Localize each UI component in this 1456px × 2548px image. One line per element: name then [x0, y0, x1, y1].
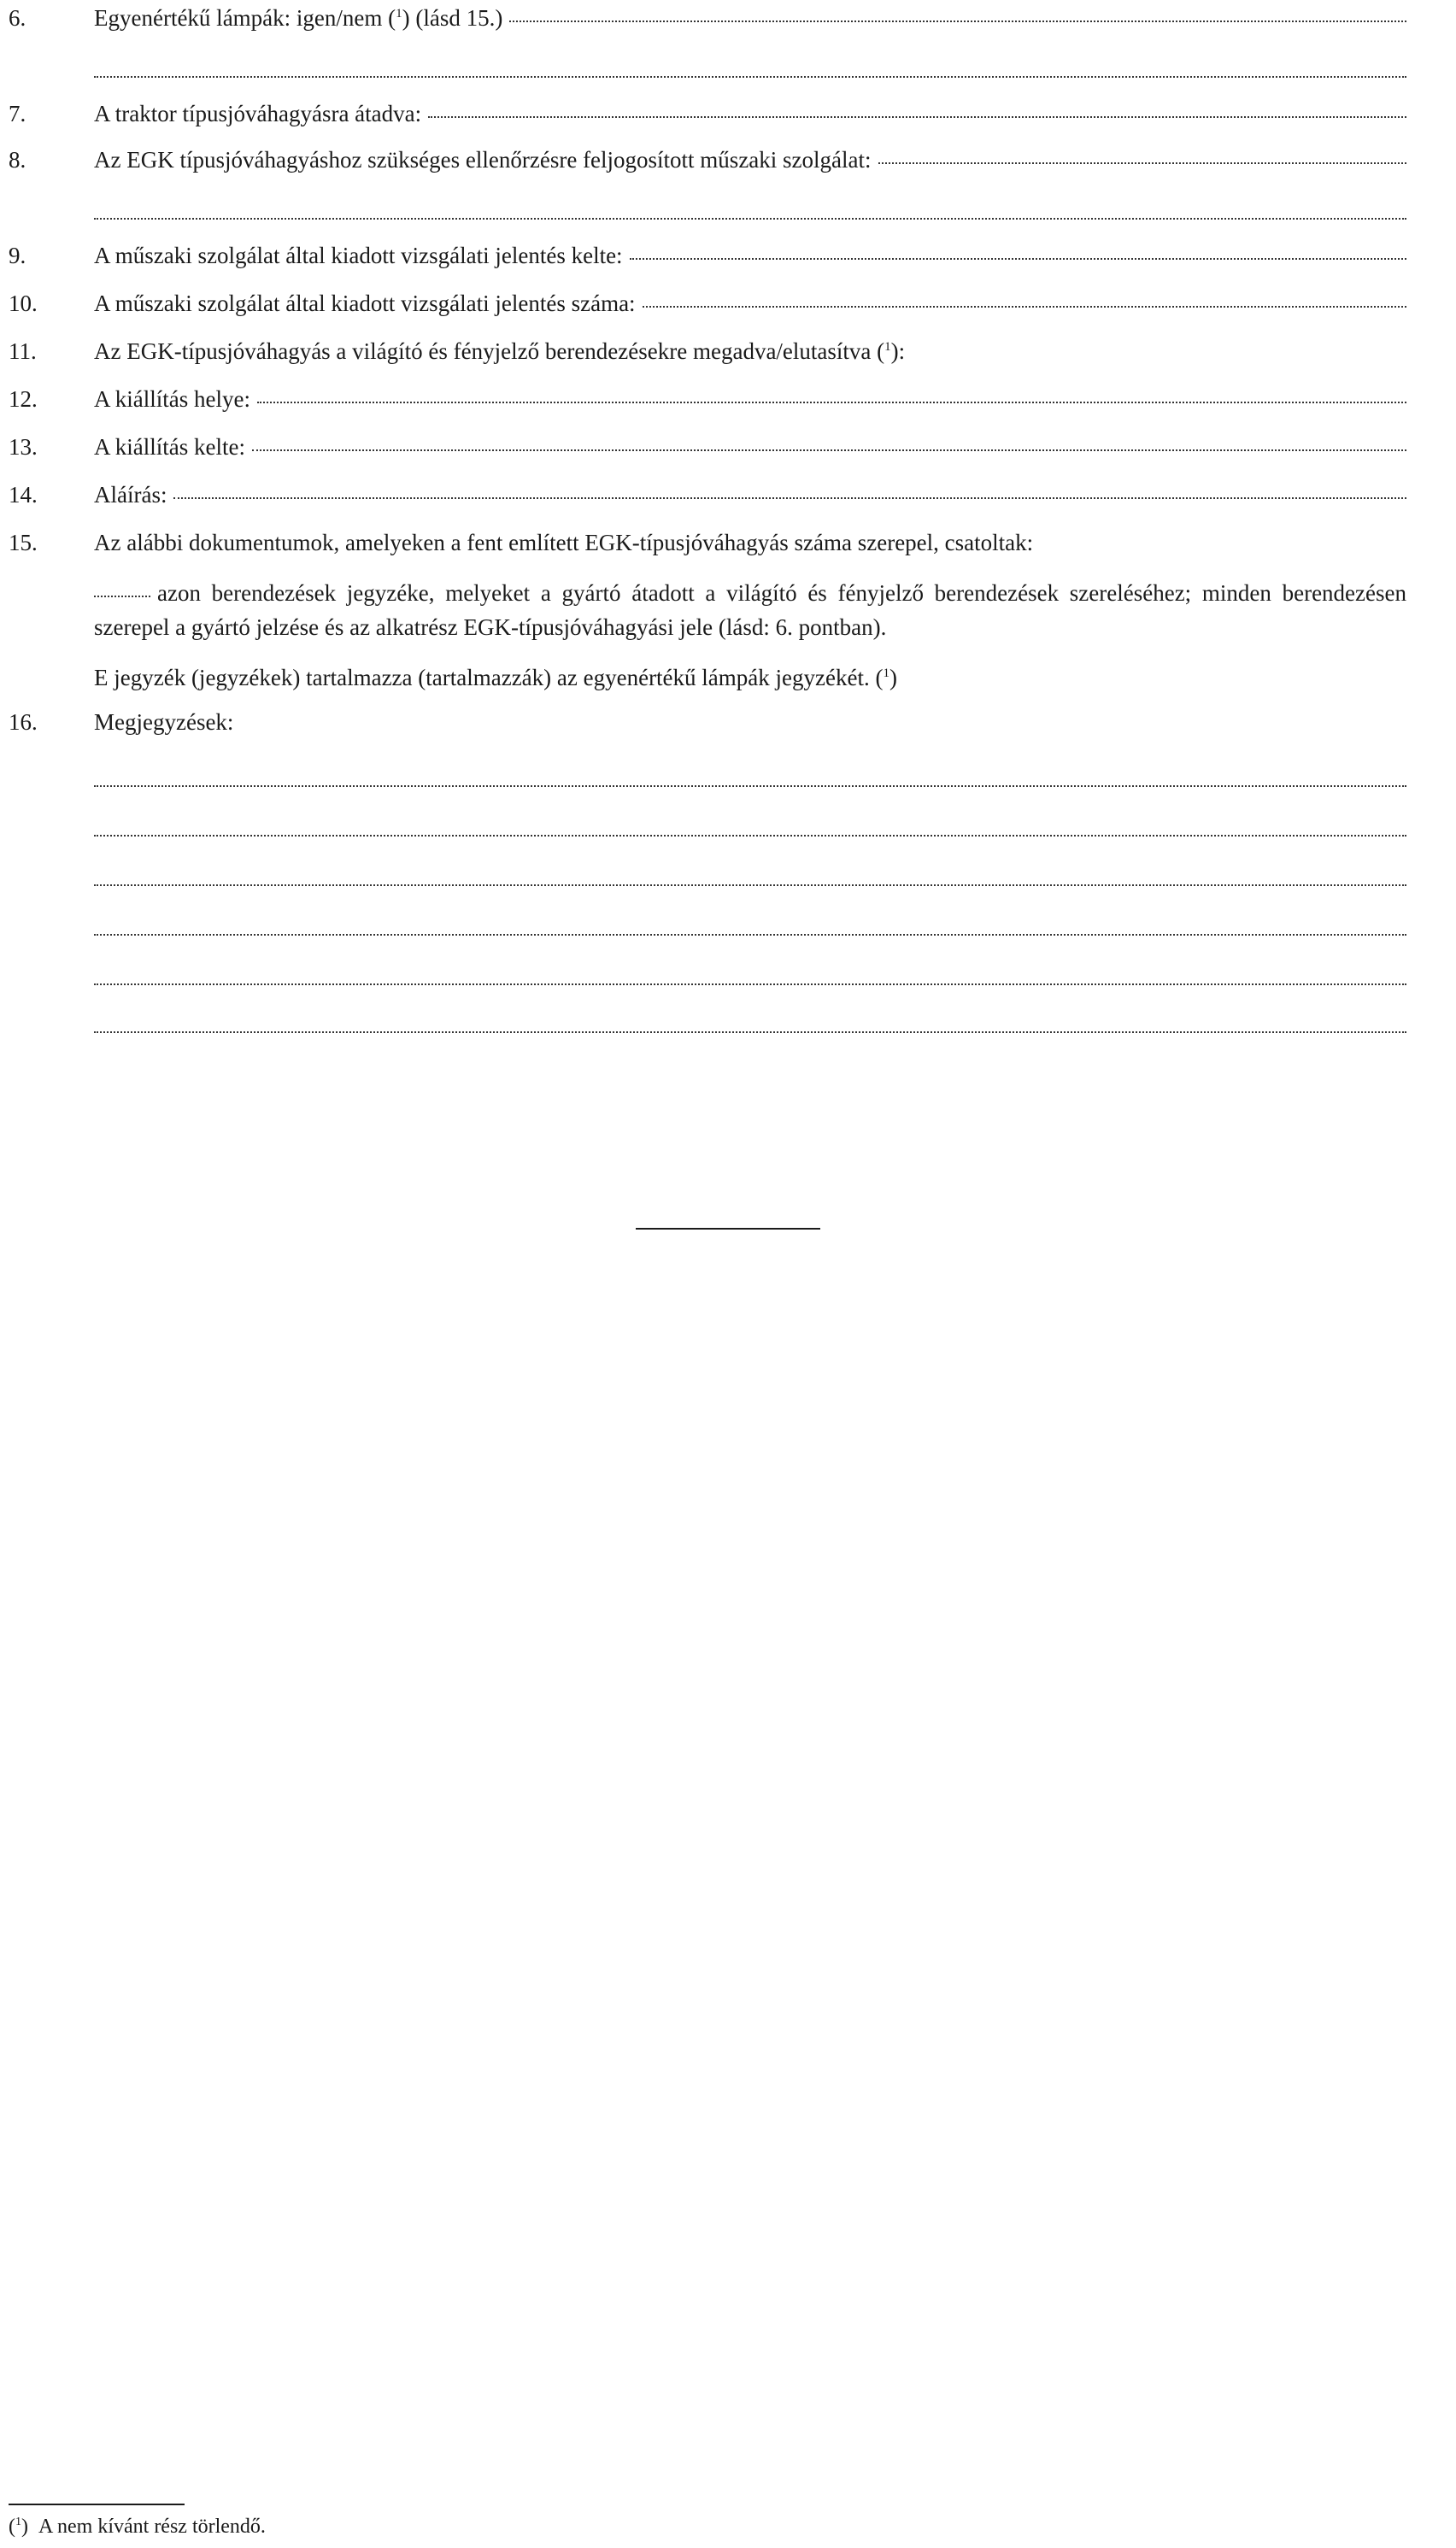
item-7	[9, 101, 1406, 127]
footnote-rule	[9, 2504, 185, 2505]
section-divider	[636, 1228, 820, 1230]
paragraph-text-suffix: )	[889, 665, 897, 690]
item-label: A műszaki szolgálat által kiadott vizsgálati jelentés kelte:	[94, 243, 623, 268]
item-label-suffix: ) (lásd 15.)	[402, 5, 503, 31]
footnote-ref: 1	[884, 340, 891, 354]
fill-in-line[interactable]	[630, 257, 1406, 260]
fill-in-line[interactable]	[252, 449, 1406, 451]
item-label: A kiállítás kelte:	[94, 434, 245, 460]
fill-in-line[interactable]	[94, 595, 150, 597]
fill-in-line[interactable]	[428, 115, 1406, 118]
paragraph-text: azon berendezések jegyzéke, melyeket a gyártó átadott a világító és fényjelző berendezések szereléséhez; minden berendezésen szerepel a gyártó jelzése és az alkatrész EGK-típusjóváhagyási jele (lásd: 6. pontban).	[94, 580, 1406, 640]
item-8	[9, 147, 1406, 173]
item-number: 16.	[9, 709, 38, 735]
item-label: Aláírás:	[94, 482, 167, 508]
item-14	[9, 482, 1406, 508]
item-number: 9.	[9, 243, 26, 268]
item-label: Az EGK-típusjóváhagyás a világító és fényjelző berendezésekre megadva/elutasítva (	[94, 338, 885, 364]
remarks-line[interactable]	[94, 784, 1406, 787]
item-number: 13.	[9, 434, 38, 460]
item-number: 11.	[9, 338, 37, 364]
item-15-note	[94, 656, 1406, 695]
item-12	[9, 386, 1406, 413]
fill-in-line[interactable]	[173, 496, 1406, 499]
footnote-text: A nem kívánt rész törlendő.	[38, 2516, 266, 2538]
item-label: Megjegyzések:	[94, 709, 234, 735]
item-number: 12.	[9, 386, 38, 412]
item-number: 15.	[9, 530, 38, 555]
remarks-line[interactable]	[94, 884, 1406, 886]
item-label: Az EGK típusjóváhagyáshoz szükséges ellenőrzésre feljogosított műszaki szolgálat:	[94, 147, 872, 173]
item-label: Az alábbi dokumentumok, amelyeken a fent említett EGK-típusjóváhagyás száma szerepel, csatoltak:	[94, 530, 1034, 555]
footnote-marker: 1	[15, 2516, 21, 2528]
fill-in-line[interactable]	[509, 20, 1406, 22]
fill-in-line[interactable]	[878, 161, 1407, 164]
remarks-line[interactable]	[94, 1030, 1406, 1033]
item-label-suffix: ):	[890, 338, 906, 364]
item-label: A kiállítás helye:	[94, 386, 250, 412]
item-13	[9, 434, 1406, 461]
footnote-ref: 1	[396, 7, 402, 21]
paragraph-text: E jegyzék (jegyzékek) tartalmazza (tartalmazzák) az egyenértékű lámpák jegyzékét. (	[94, 665, 884, 690]
remarks-line[interactable]	[94, 933, 1406, 936]
item-number: 10.	[9, 291, 38, 316]
footnote: ($^1$) A nem kívánt rész törlendő.	[9, 2516, 266, 2538]
item-15	[9, 530, 1406, 556]
item-15-paragraph	[94, 576, 1406, 644]
item-label: Egyenértékű lámpák: igen/nem (	[94, 5, 396, 31]
item-number: 14.	[9, 482, 38, 508]
remarks-line[interactable]	[94, 983, 1406, 985]
item-number: 7.	[9, 101, 26, 126]
item-label: A traktor típusjóváhagyásra átadva:	[94, 101, 422, 126]
item-11	[9, 338, 1406, 365]
item-9	[9, 243, 1406, 269]
item-10	[9, 291, 1406, 317]
fill-in-line[interactable]	[94, 217, 1406, 220]
item-6	[9, 5, 1406, 32]
item-label: A műszaki szolgálat által kiadott vizsgálati jelentés száma:	[94, 291, 636, 316]
item-16	[9, 709, 1406, 736]
fill-in-line[interactable]	[94, 75, 1406, 78]
fill-in-line[interactable]	[643, 305, 1406, 308]
footnote-ref: 1	[883, 666, 889, 680]
item-number: 6.	[9, 5, 26, 31]
fill-in-line[interactable]	[257, 401, 1406, 403]
remarks-line[interactable]	[94, 834, 1406, 837]
item-number: 8.	[9, 147, 26, 173]
